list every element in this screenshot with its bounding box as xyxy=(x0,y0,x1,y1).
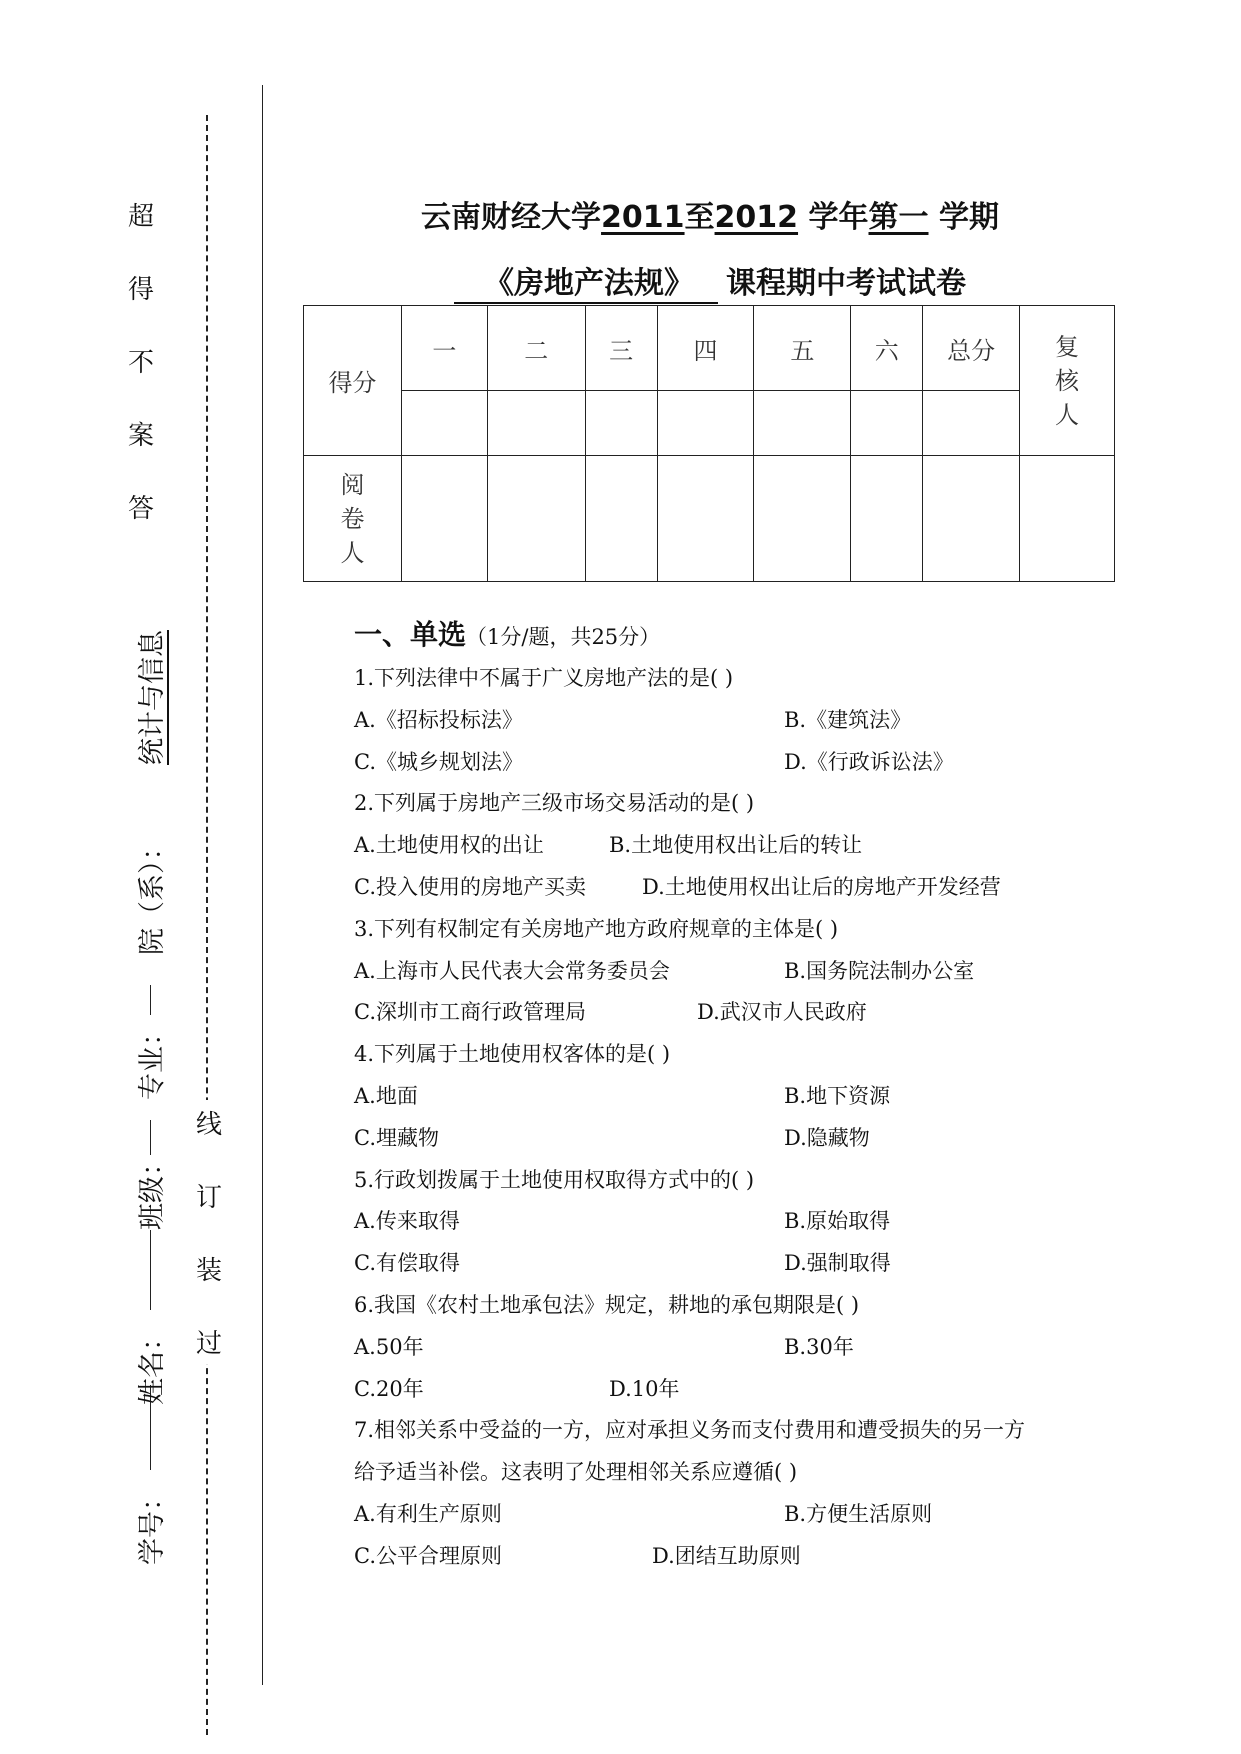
option[interactable]: C.埋藏物 xyxy=(354,1125,439,1150)
option[interactable]: B.30年 xyxy=(784,1334,854,1359)
option-row xyxy=(354,700,1134,742)
option[interactable]: A.有利生产原则 xyxy=(354,1501,502,1526)
warning-char: 案 xyxy=(128,421,155,451)
score-cell[interactable] xyxy=(657,391,754,456)
option[interactable]: B.土地使用权出让后的转让 xyxy=(609,833,863,858)
course-name: 《房地产法规》 xyxy=(454,258,718,304)
grader-cell-blank[interactable] xyxy=(401,456,487,582)
option[interactable]: C.深圳市工商行政管理局 xyxy=(354,1000,586,1025)
option-row xyxy=(354,1369,1134,1411)
option[interactable]: D.土地使用权出让后的房地产开发经营 xyxy=(642,874,1001,899)
column-header: 二 xyxy=(487,306,585,391)
option[interactable]: A.50年 xyxy=(354,1334,424,1359)
reviewer-char: 核 xyxy=(1055,366,1080,395)
score-cell[interactable] xyxy=(585,391,657,456)
option-row xyxy=(354,1243,1134,1285)
grader-cell-blank[interactable] xyxy=(754,456,851,582)
column-header: 三 xyxy=(585,306,657,391)
grader-cell-blank[interactable] xyxy=(851,456,923,582)
major-label: 专业： xyxy=(137,1019,168,1100)
option[interactable]: A.上海市人民代表大会常务委员会 xyxy=(354,958,670,983)
option-row xyxy=(354,1118,1134,1160)
reviewer-char: 复 xyxy=(1055,332,1080,361)
line-char: 线 xyxy=(196,1110,223,1140)
name-label: 姓名： xyxy=(137,1324,168,1405)
line-char: 过 xyxy=(196,1329,223,1359)
to-text: 至 xyxy=(684,200,715,235)
warning-char: 不 xyxy=(128,348,155,378)
score-table xyxy=(303,305,1115,582)
line-char: 订 xyxy=(196,1183,223,1213)
name-blank xyxy=(150,1230,151,1310)
school-year-text: 学年 xyxy=(808,200,869,235)
option[interactable]: B.国务院法制办公室 xyxy=(784,958,975,983)
option-row xyxy=(354,1327,1134,1369)
binding-dashed-line xyxy=(206,115,208,1735)
option-row xyxy=(354,825,1134,867)
section-single-choice xyxy=(354,612,1134,1578)
column-header: 总分 xyxy=(923,306,1020,391)
option[interactable]: B.地下资源 xyxy=(784,1083,891,1108)
question-stem: 1.下列法律中不属于广义房地产法的是( ) xyxy=(354,666,734,690)
score-cell[interactable] xyxy=(487,391,585,456)
binding-line-label xyxy=(196,1100,222,1364)
section-title: 一、单选 xyxy=(354,618,467,651)
column-header: 一 xyxy=(401,306,487,391)
year-end: 2012 xyxy=(714,200,799,235)
option[interactable]: D.10年 xyxy=(609,1376,680,1401)
option[interactable]: C.《城乡规划法》 xyxy=(354,749,523,774)
question-stem: 2.下列属于房地产三级市场交易活动的是( ) xyxy=(354,791,755,816)
column-header: 四 xyxy=(657,306,754,391)
option[interactable]: D.《行政诉讼法》 xyxy=(784,749,954,774)
exam-header-line1 xyxy=(300,192,1120,236)
warning-char: 超 xyxy=(128,202,155,232)
score-cell[interactable] xyxy=(401,391,487,456)
school-name: 云南财经大学 xyxy=(421,200,602,235)
warning-char: 得 xyxy=(128,275,155,305)
option-row xyxy=(354,867,1134,909)
option-row xyxy=(354,1536,1134,1578)
question-stem: 3.下列有权制定有关房地产地方政府规章的主体是( ) xyxy=(354,916,839,941)
margin-rule xyxy=(262,85,263,1685)
option[interactable]: D.隐藏物 xyxy=(784,1125,870,1150)
option[interactable]: D.武汉市人民政府 xyxy=(697,1000,867,1025)
grader-char: 阅 xyxy=(340,470,365,499)
score-cell[interactable] xyxy=(851,391,923,456)
question-stem: 7.相邻关系中受益的一方，应对承担义务而支付费用和遭受损失的另一方 xyxy=(354,1418,1026,1443)
option[interactable]: C.20年 xyxy=(354,1376,424,1401)
grader-cell-blank[interactable] xyxy=(657,456,754,582)
option[interactable]: A.传来取得 xyxy=(354,1209,460,1234)
term: 第一 xyxy=(868,200,929,235)
section-heading xyxy=(354,612,1134,658)
score-label-cell: 得分 xyxy=(304,306,402,456)
exam-header-line2 xyxy=(300,258,1120,304)
option-row xyxy=(354,1494,1134,1536)
option[interactable]: B.《建筑法》 xyxy=(784,707,912,732)
exam-title: 课程期中考试试卷 xyxy=(726,266,966,301)
warning-char: 答 xyxy=(128,494,155,524)
question-stem: 4.下列属于土地使用权客体的是( ) xyxy=(354,1042,671,1067)
question-stem-continued: 给予适当补偿。这表明了处理相邻关系应遵循( ) xyxy=(354,1460,798,1485)
option-row xyxy=(354,951,1134,993)
reviewer-cell xyxy=(1020,306,1115,456)
option[interactable]: C.有偿取得 xyxy=(354,1251,460,1276)
dept-label: 院（系）： xyxy=(137,833,168,955)
option-row xyxy=(354,992,1134,1034)
dept-value: 统计与信息 xyxy=(137,630,168,765)
major-blank xyxy=(150,985,151,1015)
option-row xyxy=(354,1076,1134,1118)
option-row xyxy=(354,1201,1134,1243)
option[interactable]: C.公平合理原则 xyxy=(354,1543,502,1568)
grader-char: 卷 xyxy=(340,504,365,533)
question-stem: 5.行政划拨属于土地使用权取得方式中的( ) xyxy=(354,1167,755,1192)
option[interactable]: D.团结互助原则 xyxy=(652,1543,801,1568)
option[interactable]: B.原始取得 xyxy=(784,1209,891,1234)
section-note: （1分/题，共25分） xyxy=(466,625,661,649)
column-header: 六 xyxy=(851,306,923,391)
column-header: 五 xyxy=(754,306,851,391)
option[interactable]: D.强制取得 xyxy=(784,1251,891,1276)
grader-char: 人 xyxy=(340,538,365,567)
grader-cell-blank[interactable] xyxy=(1020,456,1115,582)
option[interactable]: A.地面 xyxy=(354,1083,418,1108)
line-char: 装 xyxy=(196,1256,223,1286)
option[interactable]: A.土地使用权的出让 xyxy=(354,833,544,858)
binding-warning xyxy=(128,196,154,525)
option[interactable]: B.方便生活原则 xyxy=(784,1501,933,1526)
class-blank xyxy=(150,1120,151,1155)
grader-cell-blank[interactable] xyxy=(487,456,585,582)
reviewer-char: 人 xyxy=(1055,400,1080,429)
option[interactable]: C.投入使用的房地产买卖 xyxy=(354,874,586,899)
score-cell[interactable] xyxy=(754,391,851,456)
student-id-label: 学号： xyxy=(137,1484,168,1565)
option[interactable]: A.《招标投标法》 xyxy=(354,707,523,732)
grader-cell-blank[interactable] xyxy=(585,456,657,582)
score-cell[interactable] xyxy=(923,391,1020,456)
class-label: 班级： xyxy=(137,1149,168,1230)
question-stem: 6.我国《农村土地承包法》规定，耕地的承包期限是( ) xyxy=(354,1292,860,1317)
option-row xyxy=(354,742,1134,784)
grader-cell-blank[interactable] xyxy=(923,456,1020,582)
term-suffix: 学期 xyxy=(938,200,999,235)
grader-cell xyxy=(304,456,402,582)
year-start: 2011 xyxy=(601,200,685,235)
